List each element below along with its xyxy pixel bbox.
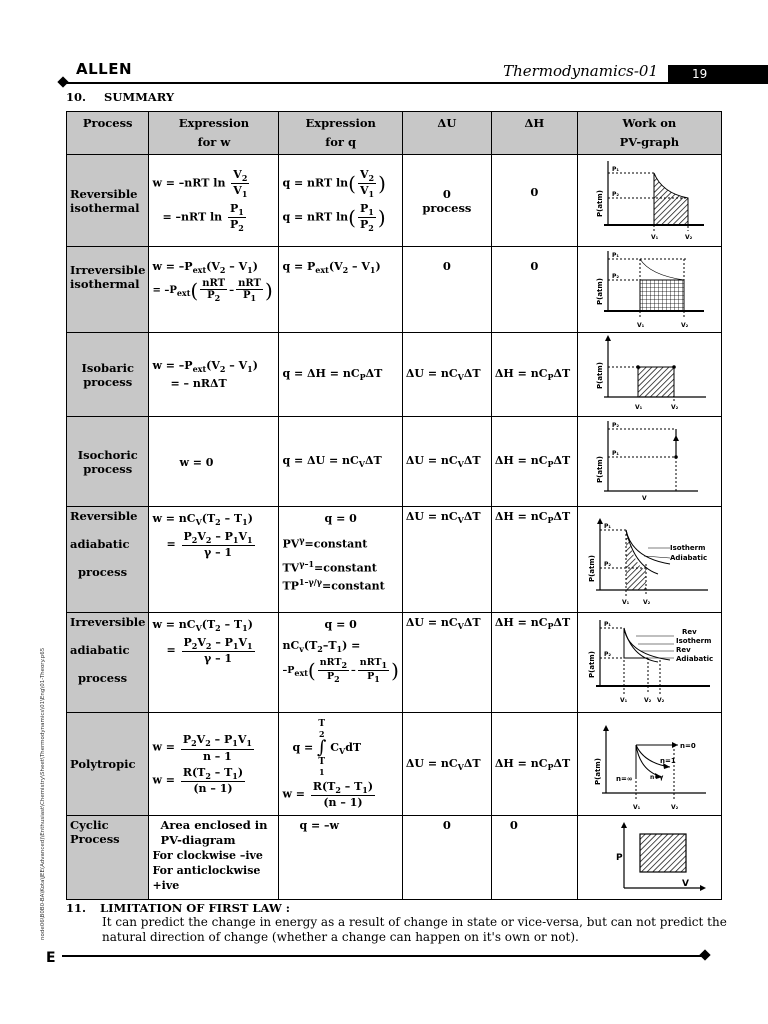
table-row [67,816,722,900]
section-title: LIMITATION OF FIRST LAW : [100,901,291,915]
q-cell: $q = P_{ext}(V_2 - V_1)$ [279,247,402,333]
table-row [67,713,722,816]
isochoric-pv-graph [578,417,718,503]
svg-text:n=∞: n=∞ [615,774,633,783]
delta-u-cell: 0 [402,247,491,333]
svg-text:V: V [681,879,689,889]
table-row [67,507,722,613]
table-row [67,333,722,417]
process-cell: Irreversible adiabatic process [67,613,149,713]
w-cell: w = 0 [149,417,279,507]
table-header-row [67,112,722,155]
table-row [67,613,722,713]
delta-u-cell: $\Delta U = nC_V\Delta T$ [402,713,491,816]
delta-u-cell: $\Delta U = nC_V\Delta T$ [402,333,491,417]
publisher-logo: ALLEN [76,60,133,78]
svg-text:V₂: V₂ [680,322,689,329]
svg-text:P(atm): P(atm) [595,456,604,483]
delta-u-cell: 0 process [402,155,491,247]
header-graph: Work on PV-graph [577,112,721,155]
irreversible-isothermal-pv-graph [578,247,718,329]
svg-text:n=0: n=0 [679,741,696,750]
svg-text:V₂: V₂ [642,599,651,606]
graph-cell [577,155,721,247]
svg-text:P(atm): P(atm) [587,555,596,582]
svg-text:P₁: P₁ [603,621,611,628]
q-cell: q = nRT ln( $\frac{V_2}{V_1}$ ) q = nRT ln( $\frac{P_1}{P_2}$ ) [279,155,402,247]
section-title: SUMMARY [104,90,175,104]
q-cell: $q = \Delta U = nC_V\Delta T$ [279,417,402,507]
svg-text:V₂: V₂ [670,803,679,811]
section-heading-summary [66,90,192,104]
reversible-isothermal-pv-graph [578,155,718,243]
section-heading-limitation [66,901,304,915]
side-file-path: node06\B0B0-BA\Kota\JEE(Advanced)\Enthusiast\Chemistry\Sheet\Thermodynamics\01\Eng\01-Theory.p65 [40,647,46,940]
svg-text:Rev: Rev [681,628,697,636]
graph-cell [577,333,721,417]
svg-text:V: V [641,495,647,502]
q-cell: q = T 2 ∫ T 1 $C_VdT$ w = $\frac{R(T_2 - T_1)}{(n - 1)}$ [279,713,402,816]
header-delta-h: ΔH [491,112,577,155]
svg-text:V₁: V₁ [632,803,641,811]
svg-text:P₂: P₂ [603,561,611,568]
svg-text:P(atm): P(atm) [595,190,604,217]
svg-text:P₁: P₁ [603,523,611,530]
footer-letter: E [46,950,56,966]
svg-text:V₁: V₁ [621,599,630,606]
cyclic-pv-graph [578,816,718,896]
table-row [67,247,722,333]
section-number: 10. [66,90,87,104]
delta-u-cell: $\Delta U = nC_V\Delta T$ [402,613,491,713]
svg-text:V₁: V₁ [636,322,645,329]
svg-text:P₁: P₁ [611,166,619,173]
graph-cell [577,247,721,333]
q-cell: $q = \Delta H = nC_P\Delta T$ [279,333,402,417]
svg-text:V₁: V₁ [650,234,659,241]
process-cell: Polytropic [67,713,149,816]
svg-text:V₁: V₁ [619,697,628,704]
header-process: Process [67,112,149,155]
page-number: 19 [668,65,768,84]
process-cell: Isobaric process [67,333,149,417]
svg-text:Isotherm: Isotherm [669,544,706,552]
svg-text:P(atm): P(atm) [587,651,596,678]
header-w: Expression for w [149,112,279,155]
delta-h-cell: $\Delta H = nC_P\Delta T$ [491,417,577,507]
irreversible-adiabatic-pv-graph [578,614,718,708]
svg-text:n=1: n=1 [659,756,676,765]
limitation-paragraph: It can predict the change in energy as a result of change in state or vice-versa, but can not predict the natural direction of change (whether a change can happen on it's own or not). [102,915,727,944]
svg-text:P₂: P₂ [611,191,619,198]
w-cell: w = $\frac{P_2V_2 - P_1V_1}{n - 1}$ w = $\frac{R(T_2 - T_1)}{(n - 1)}$ [149,713,279,816]
w-cell: $w = nC_V(T_2 - T_1)$ = $\frac{P_2V_2 - P_1V_1}{\gamma - 1}$ [149,507,279,613]
w-cell: Area enclosed in PV-diagram For clockwise –ive For anticlockwise +ive [149,816,279,900]
svg-text:P(atm): P(atm) [595,362,604,389]
svg-text:P₂: P₂ [611,273,619,280]
table-row [67,417,722,507]
table-row [67,155,722,247]
header-q: Expression for q [279,112,402,155]
svg-text:P₂: P₂ [603,651,611,658]
svg-text:Isotherm: Isotherm [675,637,712,645]
svg-text:P: P [615,853,623,863]
footer-rule [62,955,706,957]
footer-diamond-ornament [699,949,710,960]
delta-h-cell: 0 [491,816,577,900]
svg-text:V₁: V₁ [634,404,643,411]
delta-h-cell: 0 [491,247,577,333]
svg-text:P₁: P₁ [611,450,619,457]
header-delta-u: ΔU [402,112,491,155]
delta-u-cell: $\Delta U = nC_V\Delta T$ [402,417,491,507]
process-cell: Cyclic Process [67,816,149,900]
process-cell: Reversible adiabatic process [67,507,149,613]
svg-text:Adiabatic: Adiabatic [669,554,708,562]
w-cell: w = –nRT ln $\frac{V_2}{V_1}$ = –nRT ln $\frac{P_1}{P_2}$ [149,155,279,247]
graph-cell [577,816,721,900]
svg-text:Rev: Rev [675,646,691,654]
graph-cell [577,417,721,507]
graph-cell [577,507,721,613]
delta-h-cell: $\Delta H = nC_P\Delta T$ [491,507,577,613]
polytropic-pv-graph [578,715,718,811]
section-number: 11. [66,901,87,915]
delta-u-cell: $\Delta U = nC_V\Delta T$ [402,507,491,613]
delta-h-cell: $\Delta H = nC_P\Delta T$ [491,333,577,417]
process-cell: Irreversible isothermal [67,247,149,333]
q-cell: q = –w [279,816,402,900]
svg-text:P(atm): P(atm) [595,278,604,305]
process-cell: Isochoric process [67,417,149,507]
svg-text:V₂: V₂ [643,697,652,704]
q-cell: q = 0 $nC_v(T_2-T_1)$ = $-P_{ext}$( $\frac{nRT_2}{P_2}$ – $\frac{nRT_1}{P_1}$ ) [279,613,402,713]
svg-text:Adiabatic: Adiabatic [675,655,714,663]
svg-text:P₂: P₂ [611,422,619,429]
svg-text:V₂: V₂ [656,697,665,704]
header-rule [62,82,668,84]
summary-table [66,111,722,900]
process-cell: Reversible isothermal [67,155,149,247]
w-cell: $w = nC_V(T_2 - T_1)$ = $\frac{P_2V_2 - P_1V_1}{\gamma - 1}$ [149,613,279,713]
reversible-adiabatic-pv-graph [578,508,718,608]
svg-text:V₂: V₂ [684,234,693,241]
w-cell: $w = -P_{ext}(V_2 - V_1)$ = $-P_{ext}$( $\frac{\text{nRT}}{P_2}$ – $\frac{\text{nRT}}{P_1}$ ) [149,247,279,333]
chapter-title: Thermodynamics-01 [503,62,658,80]
w-cell: $w = -P_{ext}(V_2 - V_1)$ = – nRΔT [149,333,279,417]
delta-h-cell: 0 [491,155,577,247]
svg-text:P₁: P₁ [611,252,619,259]
svg-text:n=γ: n=γ [649,773,664,781]
isobaric-pv-graph [578,333,718,413]
svg-text:V₂: V₂ [670,404,679,411]
graph-cell [577,713,721,816]
delta-h-cell: $\Delta H = nC_P\Delta T$ [491,613,577,713]
delta-u-cell: 0 [402,816,491,900]
delta-h-cell: $\Delta H = nC_P\Delta T$ [491,713,577,816]
graph-cell [577,613,721,713]
svg-text:P(atm): P(atm) [593,757,602,785]
q-cell: q = 0 $PV^\gamma=constant$ $TV^{\gamma-1}=constant$ $TP^{1-\gamma/\gamma}=constant$ [279,507,402,613]
